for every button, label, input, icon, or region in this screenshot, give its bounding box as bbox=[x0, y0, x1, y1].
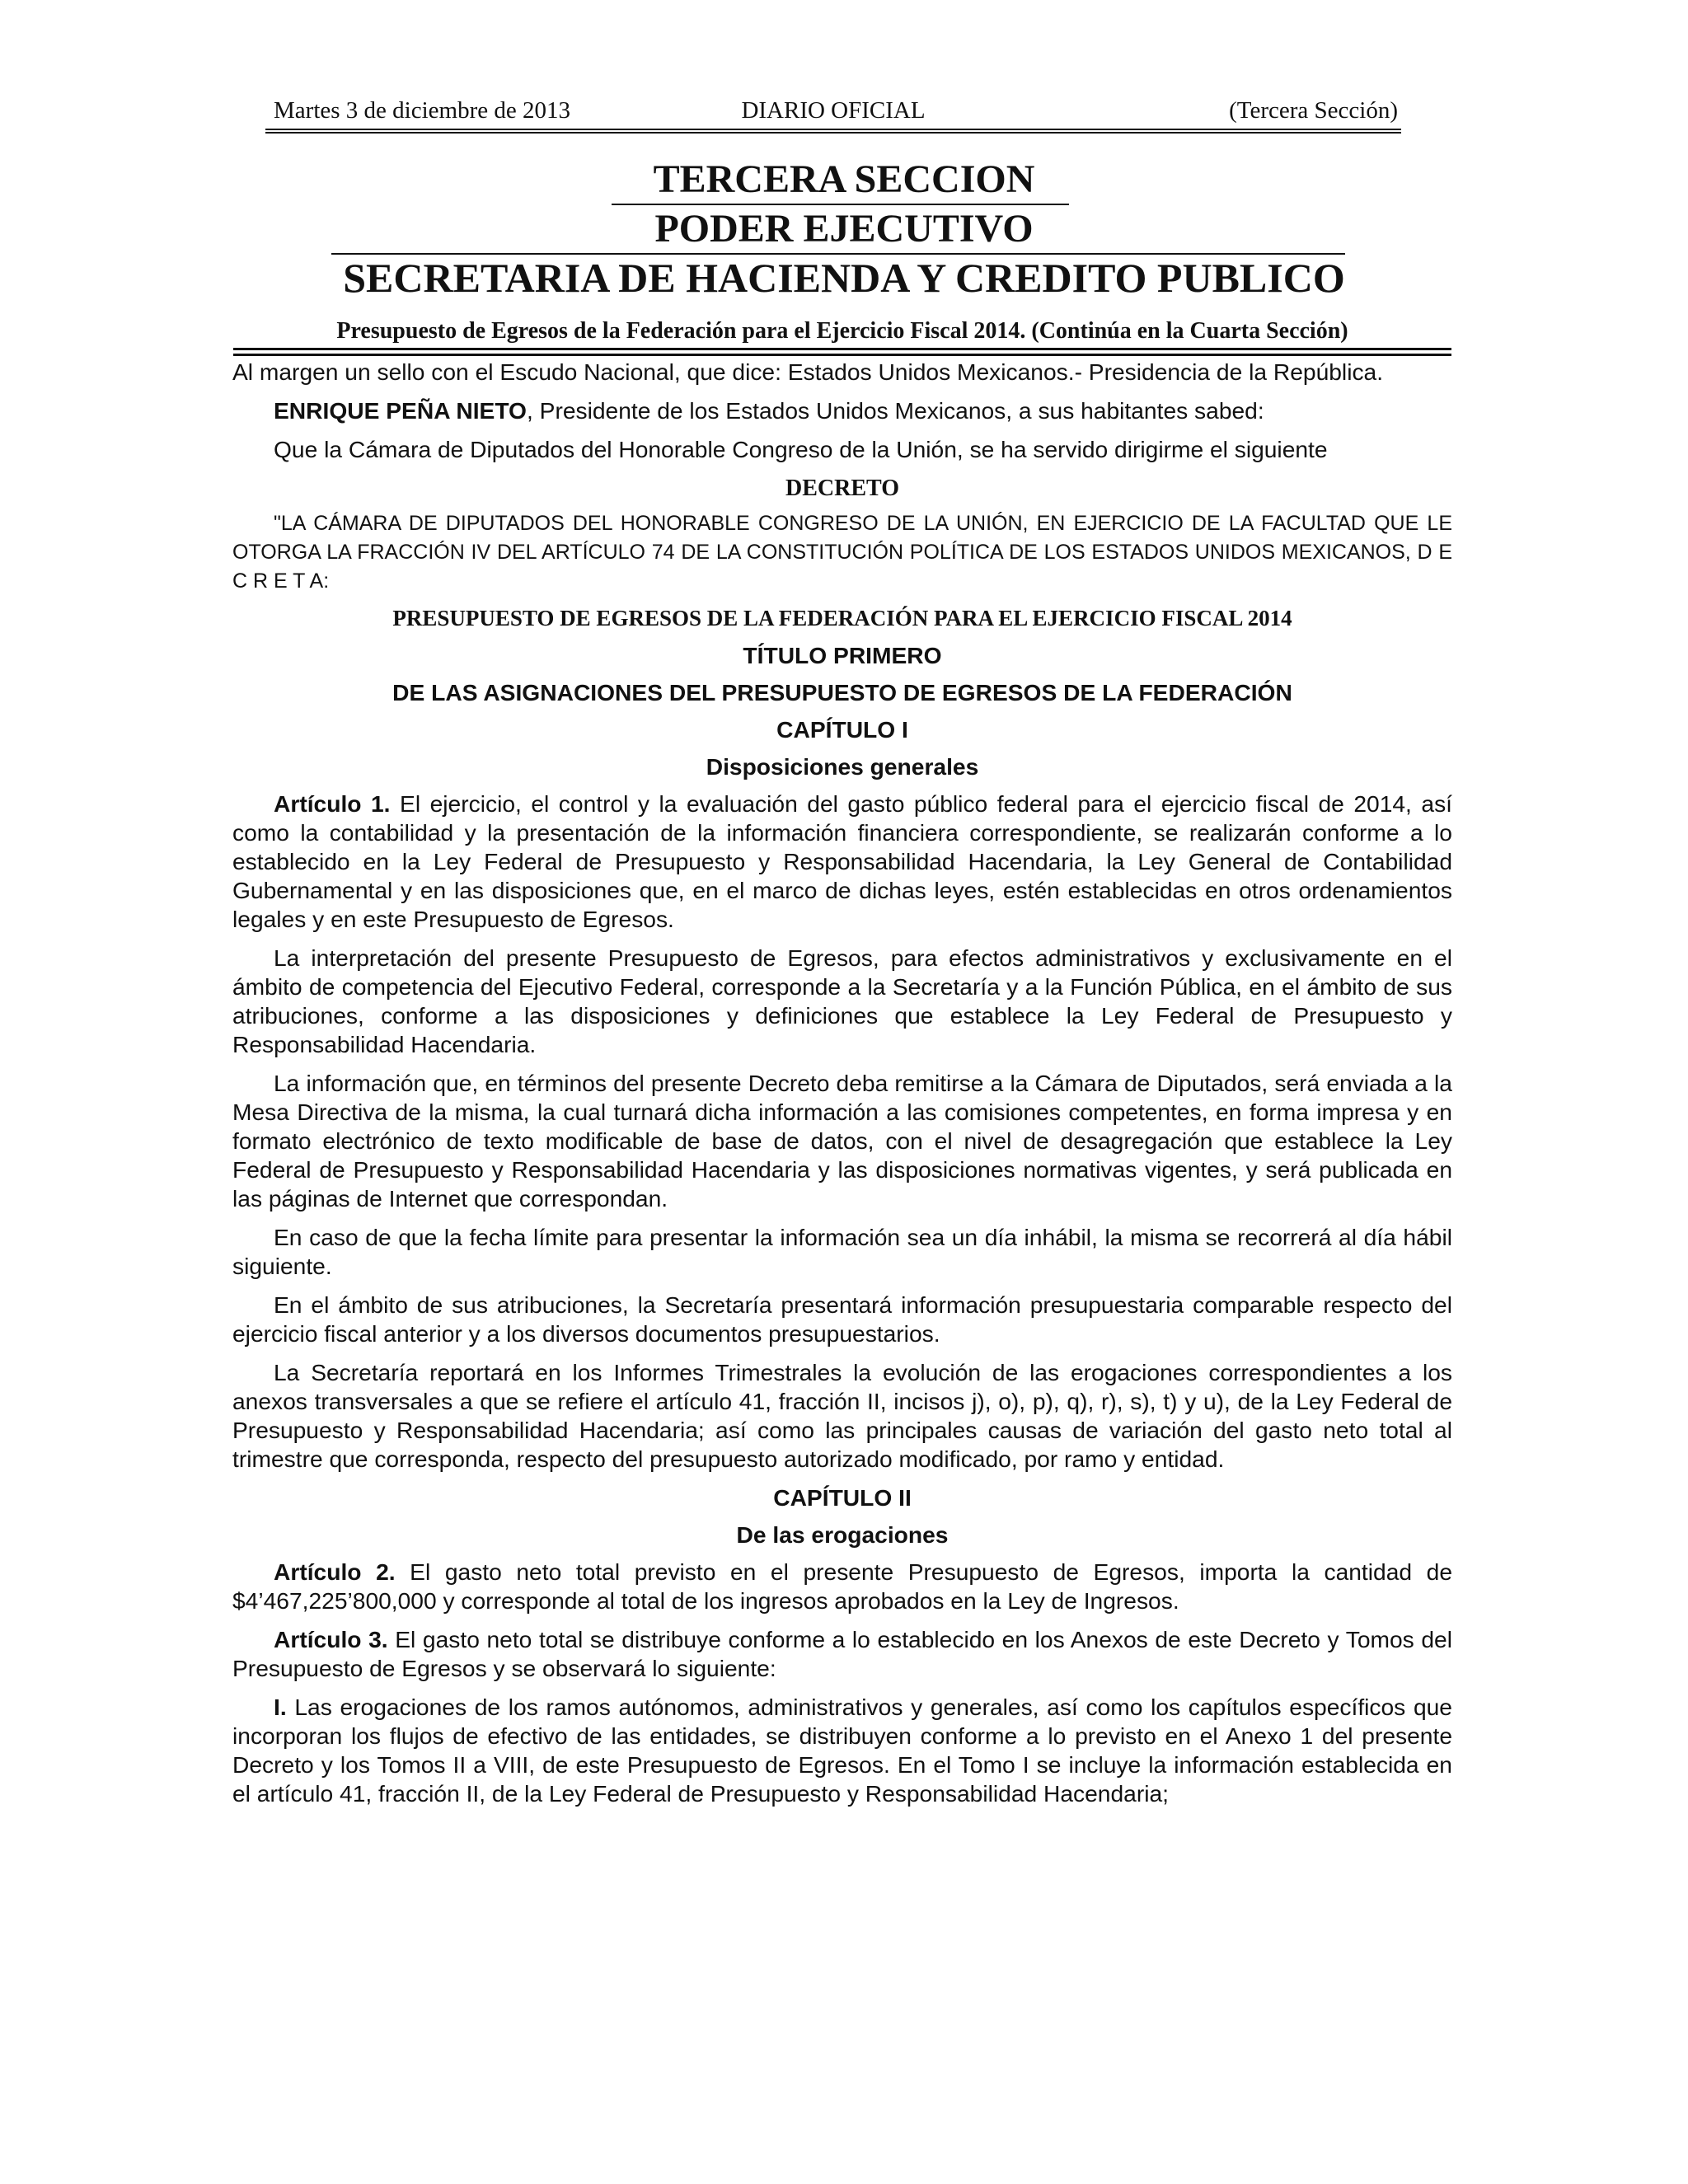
president-paragraph bbox=[232, 396, 1452, 425]
titulo-heading: TÍTULO PRIMERO bbox=[743, 642, 942, 668]
quarterly-report-paragraph: La Secretaría reportará en los Informes Trimestrales la evolución de las erogaciones correspondientes a los anexos transversales a que se refiere el artículo 41, fracción II, incisos j), o), p), q), r), s), t) y u), de la Ley Federal de Presupuesto y Responsabilidad Hacendaria; así como las principales causas de variación del gasto neto total al trimestre que corresponda, respecto del presupuesto autorizado modificado, por ramo y entidad. bbox=[232, 1359, 1452, 1472]
article-2-text: El gasto neto total previsto en el presente Presupuesto de Egresos, importa la cantidad de $4’467,225’800,000 y corresponde al total de los ingresos aprobados en la Ley de Ingresos. bbox=[232, 1558, 1452, 1614]
scope-paragraph: En el ámbito de sus atribuciones, la Secretaría presentará información presupuestaria comparable respecto del ejercicio fiscal anterior y a los diversos documentos presupuestarios. bbox=[232, 1291, 1452, 1347]
document-body bbox=[232, 358, 1452, 1818]
subject-rule-top bbox=[233, 348, 1451, 350]
article-2-label: Artículo 2. bbox=[274, 1558, 396, 1585]
fraction-1-label: I. bbox=[274, 1694, 287, 1720]
decreto-paragraph: "LA CÁMARA DE DIPUTADOS DEL HONORABLE CONGRESO DE LA UNIÓN, EN EJERCICIO DE LA FACULTAD QUE LE OTORGA LA FRACCIÓN IV DEL ARTÍCULO 74 DE LA CONSTITUCIÓN POLÍTICA DE LOS ESTADOS UNIDOS MEXICANOS, D E C R E T A: bbox=[232, 512, 1452, 593]
header-rule bbox=[265, 132, 1401, 134]
capitulo-2-name: De las erogaciones bbox=[736, 1521, 949, 1548]
capitulo-1-heading: CAPÍTULO I bbox=[776, 716, 908, 743]
section-divider bbox=[612, 204, 1069, 205]
congress-paragraph: Que la Cámara de Diputados del Honorable Congreso de la Unión, se ha servido dirigirme el siguiente bbox=[274, 436, 1328, 462]
article-2 bbox=[232, 1558, 1452, 1615]
header-date: Martes 3 de diciembre de 2013 bbox=[274, 97, 570, 124]
decreto-heading: DECRETO bbox=[785, 476, 899, 501]
deadline-paragraph: En caso de que la fecha límite para presentar la información sea un día inhábil, la misma se recorrerá al día hábil siguiente. bbox=[232, 1224, 1452, 1279]
article-3 bbox=[232, 1625, 1452, 1683]
document-subject: Presupuesto de Egresos de la Federación para el Ejercicio Fiscal 2014. (Continúa en la Cuarta Sección) bbox=[336, 318, 1348, 344]
president-text: , Presidente de los Estados Unidos Mexicanos, a sus habitantes sabed: bbox=[526, 397, 1264, 424]
president-name: ENRIQUE PEÑA NIETO bbox=[274, 397, 527, 424]
interpretation-paragraph: La interpretación del presente Presupuesto de Egresos, para efectos administrativos y exclusivamente en el ámbito de competencia del Ejecutivo Federal, corresponde a la Secretaría y a la Función Pública, en el ámbito de sus atribuciones, conforme a las disposiciones y definiciones que establece la Ley Federal de Presupuesto y Responsabilidad Hacendaria. bbox=[232, 944, 1452, 1057]
capitulo-2-heading: CAPÍTULO II bbox=[773, 1484, 912, 1511]
header-section: (Tercera Sección) bbox=[1229, 97, 1398, 124]
capitulo-1-name: Disposiciones generales bbox=[706, 753, 979, 780]
fraction-1 bbox=[232, 1693, 1452, 1808]
article-1 bbox=[232, 790, 1452, 934]
seal-paragraph: Al margen un sello con el Escudo Nacional, que dice: Estados Unidos Mexicanos.- Presidencia de la República. bbox=[232, 359, 1384, 385]
fraction-1-text: Las erogaciones de los ramos autónomos, administrativos y generales, así como los capítulos específicos que incorporan los flujos de efectivo de las entidades, se distribuyen conforme a lo previsto en el Anexo 1 del presente Decreto y los Tomos II a VIII, de este Presupuesto de Egresos. En el Tomo I se incluye la información establecida en el artículo 41, fracción II, de la Ley Federal de Presupuesto y Responsabilidad Hacendaria; bbox=[232, 1694, 1452, 1807]
subject-rule-bottom bbox=[233, 354, 1451, 356]
article-1-label: Artículo 1. bbox=[274, 790, 391, 817]
section-title: TERCERA SECCION bbox=[653, 157, 1035, 201]
budget-title: PRESUPUESTO DE EGRESOS DE LA FEDERACIÓN PARA EL EJERCICIO FISCAL 2014 bbox=[392, 606, 1292, 630]
article-3-text: El gasto neto total se distribuye conforme a lo establecido en los Anexos de este Decreto y Tomos del Presupuesto de Egresos y se observará lo siguiente: bbox=[232, 1626, 1453, 1681]
information-paragraph: La información que, en términos del presente Decreto deba remitirse a la Cámara de Diputados, será enviada a la Mesa Directiva de la misma, la cual turnará dicha información a las comisiones competentes, en forma impresa y en formato electrónico de texto modificable de base de datos, con el nivel de desagregación que establece la Ley Federal de Presupuesto y Responsabilidad Hacendaria y las disposiciones normativas vigentes, y será publicada en las páginas de Internet que correspondan. bbox=[232, 1070, 1452, 1212]
header-publication: DIARIO OFICIAL bbox=[741, 97, 926, 124]
article-1-text: El ejercicio, el control y la evaluación del gasto público federal para el ejercicio fiscal de 2014, así como la contabilidad y la presentación de la información financiera correspondiente, se realizarán conforme a lo establecido en la Ley Federal de Presupuesto y Responsabilidad Hacendaria, la Ley General de Contabilidad Gubernamental y en las disposiciones que, en el marco de dichas leyes, estén establecidas en otros ordenamientos legales y en este Presupuesto de Egresos. bbox=[232, 790, 1452, 932]
branch-title: PODER EJECUTIVO bbox=[654, 207, 1034, 251]
titulo-name: DE LAS ASIGNACIONES DEL PRESUPUESTO DE EGRESOS DE LA FEDERACIÓN bbox=[392, 679, 1292, 705]
article-3-label: Artículo 3. bbox=[274, 1626, 388, 1652]
running-header bbox=[265, 94, 1401, 130]
ministry-title: SECRETARIA DE HACIENDA Y CREDITO PUBLICO bbox=[343, 255, 1345, 301]
